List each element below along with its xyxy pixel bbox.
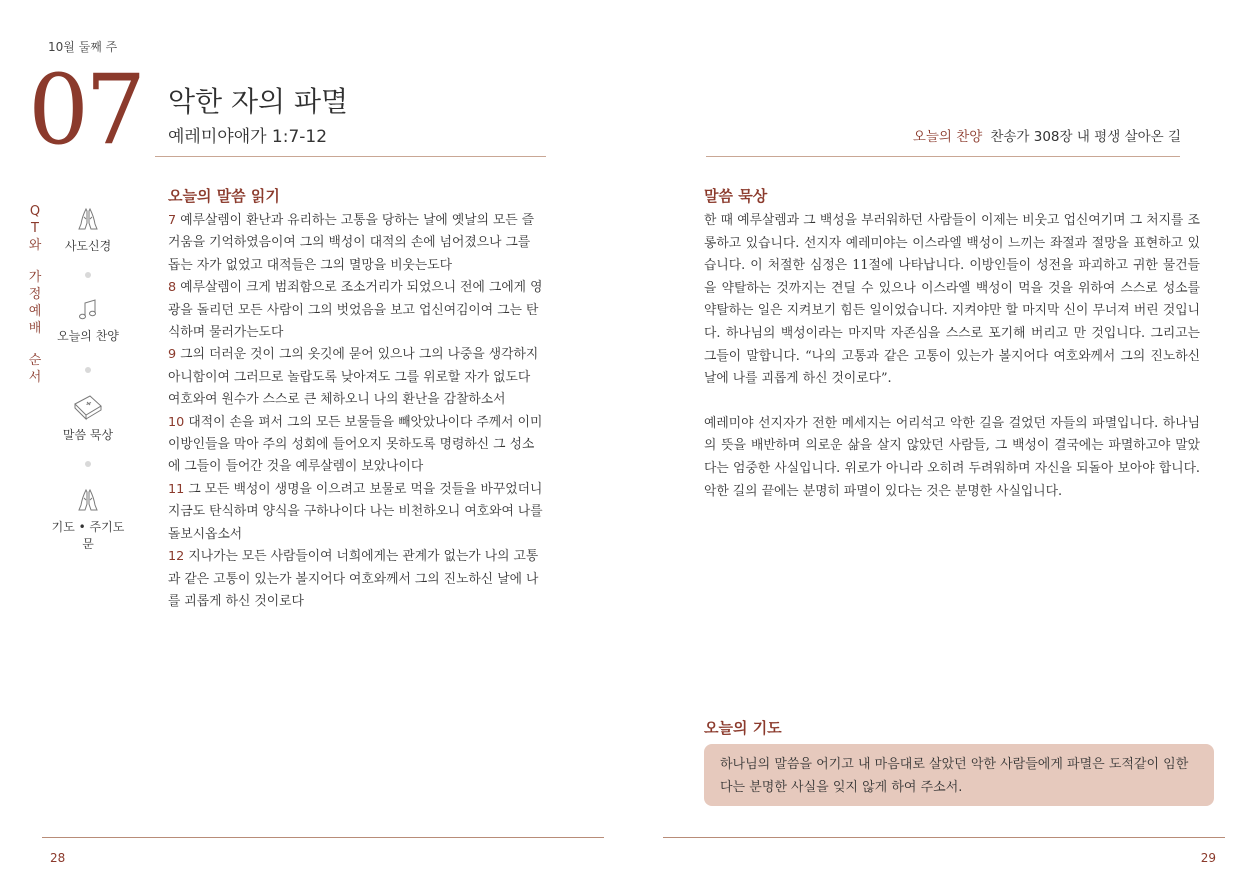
prayer-box: 하나님의 말씀을 어기고 내 마음대로 살았던 악한 사람들에게 파멸은 도적같이 임한다는 분명한 사실을 잊지 않게 하여 주소서. (704, 744, 1214, 806)
right-bottom-divider (663, 837, 1225, 838)
page-number-right: 29 (1200, 851, 1216, 865)
todays-hymn (913, 125, 1181, 145)
verse: 8 예루살렘이 크게 범죄함으로 조소거리가 되었으니 전에 그에게 영광을 돌리던 모든 사람이 그의 벗었음을 보고 업신여김이여 그는 탄식하며 물러가는도다 (168, 280, 543, 341)
verse: 12 지나가는 모든 사람들이여 너희에게는 관계가 없는가 나의 고통과 같은 고통이 있는가 볼지어다 여호와께서 그의 진노하신 날에 나를 괴롭게 하신 것이로다 (168, 549, 539, 609)
hymn-text: 찬송가 308장 내 평생 살아온 길 (990, 129, 1181, 145)
meditation-heading: 말씀 묵상 (704, 187, 768, 205)
verse-number: 7 (168, 213, 177, 228)
verse: 11 그 모든 백성이 생명을 이으려고 보물로 먹을 것들을 바꾸었더니 지금도 탄식하며 양식을 구하나이다 나는 비천하오니 여호와여 나를 돌보시옵소서 (168, 481, 543, 542)
praying-hands-icon (74, 205, 102, 233)
nav-dot (85, 272, 91, 278)
prayer-heading: 오늘의 기도 (704, 719, 782, 737)
left-top-divider (155, 156, 546, 157)
day-number: 07 (28, 54, 143, 166)
scripture-text (168, 210, 546, 613)
nav-dot (85, 367, 91, 373)
nav-item-apostles-creed[interactable]: 사도신경 (48, 205, 128, 254)
scripture-reference: 예레미야애가 1:7-12 (168, 127, 328, 147)
verse-number: 12 (168, 549, 185, 565)
verse-number: 9 (168, 347, 177, 363)
music-note-icon (75, 297, 101, 323)
hymn-label: 오늘의 찬양 (912, 129, 983, 145)
verse-number: 11 (168, 481, 185, 497)
nav-item-prayer-lords-prayer[interactable]: 기도 • 주기도문 (48, 486, 128, 552)
nav-dot (85, 461, 91, 467)
meditation-paragraph: 한 때 예루살렘과 그 백성을 부러워하던 사람들이 이제는 비웃고 업신여기며 그 처지를 조롱하고 있습니다. 선지자 예레미야는 이스라엘 백성이 느끼는 좌절과 절망을 표현하고 있습니다. 이 처절한 심정은 11절에 나타납니다. 이방인들이 성전을 파괴하고 귀한 물건들을 약탈하는 것까지는 견딜 수 있으나 이스라엘 백성이 먹을 것을 위하여 스스로 성소를 약탈하는 일은 지켜보기 힘든 일이었습니다. 지켜야만 할 마지막 신이 무너져 버린 것입니다. 하나님의 백성이라는 마지막 자존심을 스스로 포기해 버리고 만 것입니다. 그리고는 그들이 말합니다. “나의 고통과 같은 고통이 있는가 볼지어다 여호와께서 그의 진노하신 날에 나를 괴롭게 하신 것이로다”. (704, 213, 1200, 387)
right-top-divider (706, 156, 1180, 157)
meditation-paragraph: 예레미야 선지자가 전한 메세지는 어리석고 악한 길을 걸었던 자들의 파멸입니다. 하나님의 뜻을 배반하며 의로운 삶을 살지 않았던 사람들, 그 백성이 결국에는 파멸하고야 말았다는 엄중한 사실입니다. 위로가 아니라 오히려 두려워하며 자신을 되돌아 보아야 합니다. 악한 길의 끝에는 분명히 파멸이 있다는 것은 분명한 사실입니다. (704, 415, 1200, 499)
meditation-text (704, 210, 1200, 503)
nav-item-word-meditation[interactable]: 말씀 묵상 (48, 392, 128, 443)
verse: 10 대적이 손을 펴서 그의 모든 보물들을 빼앗았나이다 주께서 이미 이방인들을 막아 주의 성회에 들어오지 못하도록 명령하신 그 성소에 그들이 들어간 것을 예루살렘이 보았나이다 (168, 414, 543, 475)
verse: 9 그의 더러운 것이 그의 옷깃에 묻어 있으나 그의 나중을 생각하지 아니함이여 그러므로 놀랍도록 낮아져도 그를 위로할 자가 없도다 여호와여 원수가 스스로 큰 체하오니 나의 환난을 감찰하소서 (168, 347, 539, 408)
week-label: 10월 둘째 주 (48, 40, 118, 54)
bible-icon (72, 392, 104, 422)
verse: 7 예루살렘이 환난과 유리하는 고통을 당하는 날에 옛날의 모든 즐거움을 기억하였음이여 그의 백성이 대적의 손에 넘어졌으나 그를 돕는 자가 없었고 대적들은 그의 멸망을 비웃는도다 (168, 213, 535, 273)
vertical-order-label: Q T 와 가 정 예 배 순 서 (28, 204, 42, 385)
praying-hands-icon (74, 486, 102, 514)
page-number-left: 28 (50, 851, 66, 865)
verse-number: 8 (168, 280, 177, 296)
verse-number: 10 (168, 414, 185, 430)
nav-item-todays-hymn[interactable]: 오늘의 찬양 (48, 297, 128, 344)
reading-heading: 오늘의 말씀 읽기 (168, 187, 280, 205)
left-bottom-divider (42, 837, 604, 838)
page-title: 악한 자의 파멸 (168, 85, 349, 118)
